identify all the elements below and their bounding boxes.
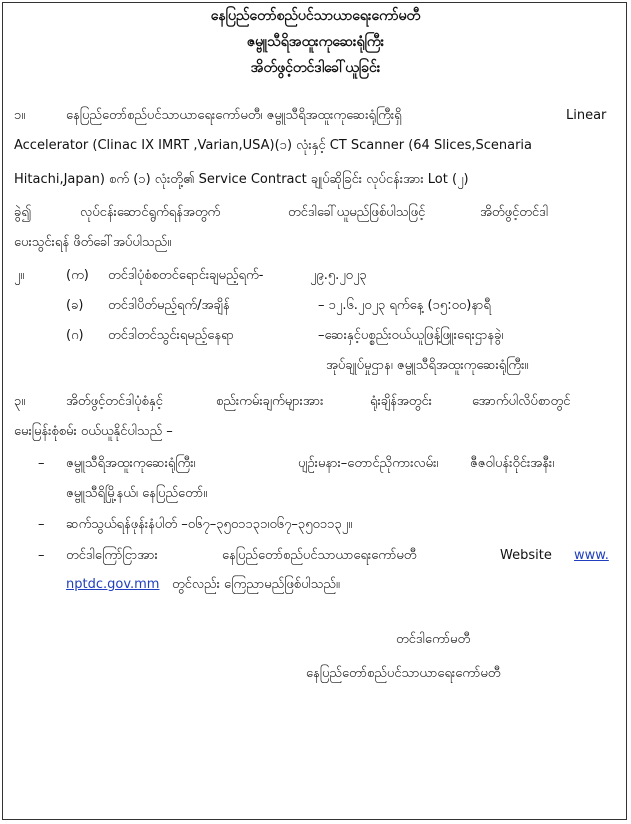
signature-committee: တင်ဒါကော်မတီ xyxy=(396,632,471,647)
para1-line4-d: အိတ်ဖွင့်တင်ဒါ xyxy=(480,205,549,220)
header-org-title: နေပြည်တော်စည်ပင်သာယာရေးကော်မတီ xyxy=(210,8,421,24)
bullet1-part-a: ဇမ္ဗူသီရိအထူးကုဆေးရုံကြီး၊ xyxy=(66,456,196,471)
para2-item-value: ၂၉.၅.၂၀၂၃ xyxy=(310,268,367,283)
bullet-dash: – xyxy=(38,548,45,563)
website-link-part1[interactable]: www. xyxy=(574,548,609,563)
bullet-dash: – xyxy=(38,456,45,471)
bullet3-part-b: နေပြည်တော်စည်ပင်သာယာရေးကော်မတီ xyxy=(222,548,417,563)
para3-line2: မေးမြန်းစုံစမ်း ဝယ်ယူနိုင်ပါသည် – xyxy=(14,424,173,439)
para1-line4-c: တင်ဒါခေါ်ယူမည်ဖြစ်ပါသဖြင့် xyxy=(288,205,426,220)
bullet2-phone: ဆက်သွယ်ရန်ဖုန်းနံပါတ် –၀၆၇–၃၅၀၁၁၃၁၊၀၆၇–၃၅၀၁၁၃၂။ xyxy=(66,517,353,532)
para2-item-mark: (က) xyxy=(66,268,89,283)
para1-line4-a: ခွဲ၍ xyxy=(14,205,32,220)
para2-item-label: တင်ဒါတင်သွင်းရမည့်နေရာ xyxy=(108,328,234,343)
para2-item-mark: (ခ) xyxy=(66,298,84,313)
bullet1-part-c: ဇီဇဝါပန်းဝိုင်းအနီး၊ xyxy=(470,456,555,471)
para2-item-label: တင်ဒါပိတ်မည့်ရက်/အချိန် xyxy=(108,298,230,313)
para1-line2: Accelerator (Clinac IX IMRT ,Varian,USA)(၁) လုံးနှင့် CT Scanner (64 Slices,Scenaria xyxy=(14,138,533,153)
para1-line4-b: လုပ်ငန်းဆောင်ရွက်ရန်အတွက် xyxy=(80,205,221,220)
para1-line5: ပေးသွင်းရန် ဖိတ်ခေါ်အပ်ပါသည်။ xyxy=(14,235,172,250)
para2-item-value: – ၁၂.၆.၂၀၂၃ ရက်နေ့ (၁၅:၀၀)နာရီ xyxy=(318,298,491,313)
bullet1-cont: ဇမ္ဗူသီရိမြို့နယ်၊ နေပြည်တော်။ xyxy=(66,486,208,501)
bullet3-part-d: တွင်လည်း ကြေညာမည်ဖြစ်ပါသည်။ xyxy=(172,577,340,592)
para2-item-value-cont: အုပ်ချုပ်မှုဌာန၊ ဇမ္ဗူသီရိအထူးကုဆေးရုံကြီး။ xyxy=(326,358,529,373)
para3-line1-d: အောက်ပါလိပ်စာတွင် xyxy=(472,394,571,409)
para3-line1-a: အိတ်ဖွင့်တင်ဒါပုံစံနှင့် xyxy=(66,394,163,409)
bullet3-part-c: Website xyxy=(500,548,552,563)
para3-line1-c: ရုံးချိန်အတွင်း xyxy=(370,394,432,409)
header-hospital-title: ဇမ္ဗူသီရိအထူးကုဆေးရုံကြီး xyxy=(246,34,385,50)
signature-org: နေပြည်တော်စည်ပင်သာယာရေးကော်မတီ xyxy=(306,666,501,681)
para3-line1-b: စည်းကမ်းချက်များအား xyxy=(216,394,324,409)
bullet-dash: – xyxy=(38,517,45,532)
para2-item-label: တင်ဒါပုံစံစတင်ရောင်းချမည့်ရက်- xyxy=(108,268,264,283)
website-link-part2[interactable]: nptdc.gov.mm xyxy=(66,577,160,592)
para1-line1-end: Linear xyxy=(566,108,607,123)
para2-item-value: –ဆေးနှင့်ပစ္စည်းဝယ်ယူဖြန့်ဖြူးရေးဌာနခွဲ၊ xyxy=(318,328,504,343)
para3-number: ၃။ xyxy=(14,394,26,409)
para1-line3: Hitachi,Japan) စက် (၁) လုံးတို့၏ Service Contract ချုပ်ဆိုခြင်း လုပ်ငန်းအား Lot (၂) xyxy=(14,172,469,187)
para1-line1: နေပြည်တော်စည်ပင်သာယာရေးကော်မတီ၊ ဇမ္ဗူသီရိအထူးကုဆေးရုံကြီးရှိ xyxy=(66,108,402,123)
para2-item-mark: (ဂ) xyxy=(66,328,84,343)
para2-number: ၂။ xyxy=(14,268,25,283)
header-tender-title: အိတ်ဖွင့်တင်ဒါခေါ်ယူခြင်း xyxy=(250,60,381,76)
bullet3-part-a: တင်ဒါကြော်ငြာအား xyxy=(66,548,158,563)
para1-number: ၁။ xyxy=(14,108,26,123)
bullet1-part-b: ပျဉ်းမနား–တောင်ညိုကားလမ်း၊ xyxy=(298,456,439,471)
